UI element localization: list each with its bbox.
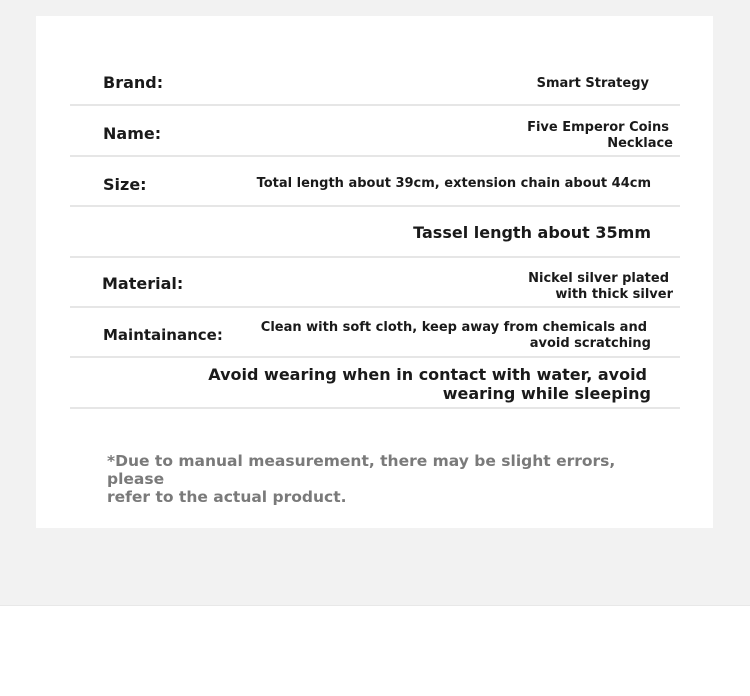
maintainance-label: Maintainance: xyxy=(103,326,223,344)
material-label: Material: xyxy=(102,274,184,293)
material-value xyxy=(528,271,673,303)
material-value-line2: with thick silver xyxy=(555,287,673,302)
divider xyxy=(70,306,680,308)
maintainance-value xyxy=(261,320,651,352)
divider xyxy=(70,104,680,106)
name-label: Name: xyxy=(103,124,162,143)
maintainance-value-line1: Clean with soft cloth, keep away from chemicals and xyxy=(260,320,647,335)
brand-label: Brand: xyxy=(103,73,164,92)
water-value xyxy=(208,365,651,403)
maintainance-value-line2: avoid scratching xyxy=(529,336,651,351)
name-value-line2: Necklace xyxy=(607,136,673,151)
divider xyxy=(70,256,680,258)
tassel-value: Tassel length about 35mm xyxy=(413,223,651,242)
name-value-line1: Five Emperor Coins xyxy=(527,120,669,135)
divider xyxy=(70,205,680,207)
size-value: Total length about 39cm, extension chain about 44cm xyxy=(256,176,651,191)
divider xyxy=(70,407,680,409)
brand-value: Smart Strategy xyxy=(536,76,649,91)
name-value xyxy=(527,120,673,152)
measurement-note xyxy=(107,452,647,506)
spec-card xyxy=(36,16,713,528)
water-value-line1: Avoid wearing when in contact with water, avoid xyxy=(208,365,647,384)
divider xyxy=(70,155,680,157)
note-line2: refer to the actual product. xyxy=(107,488,347,506)
note-line1: *Due to manual measurement, there may be slight errors, please xyxy=(107,452,616,488)
material-value-line1: Nickel silver plated xyxy=(528,271,669,286)
water-value-line2: wearing while sleeping xyxy=(442,384,651,403)
size-label: Size: xyxy=(103,175,147,194)
divider xyxy=(70,356,680,358)
